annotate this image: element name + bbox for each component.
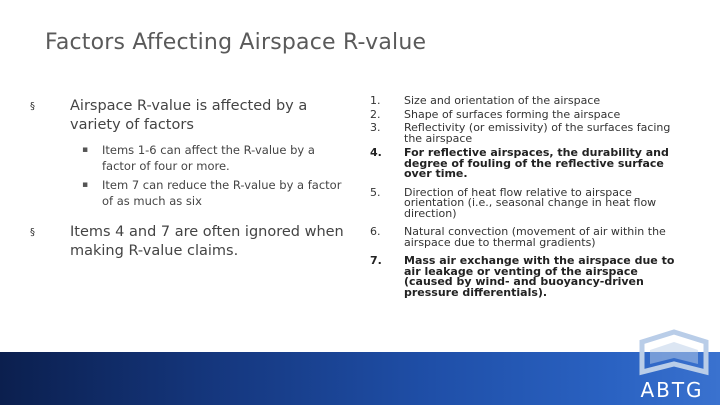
factor-text: Direction of heat flow relative to airspace orientation (i.e., seasonal change in heat flow direction) xyxy=(404,185,657,220)
sub-bullet-marker: ▪ xyxy=(82,145,89,155)
logo-text: ABTG xyxy=(640,378,704,402)
slide-title: Factors Affecting Airspace R-value xyxy=(45,30,427,55)
bullet-marker: § xyxy=(30,101,35,112)
factor-text: Reflectivity (or emissivity) of the surfaces facing the airspace xyxy=(404,121,671,145)
footer-bar xyxy=(0,352,720,405)
factor-item xyxy=(370,256,680,298)
factor-item xyxy=(370,123,680,144)
factor-text: Size and orientation of the airspace xyxy=(404,94,601,107)
sub-bullet-text: Items 1-6 can affect the R-value by a factor of four or more. xyxy=(102,143,315,173)
factor-number: 6. xyxy=(370,225,381,238)
factor-number: 3. xyxy=(370,121,381,134)
factor-number: 7. xyxy=(370,254,382,267)
factor-number: 5. xyxy=(370,185,381,199)
bullet-item xyxy=(30,223,350,261)
factor-item xyxy=(370,107,680,121)
left-bullet-list xyxy=(30,97,350,261)
sub-bullet-marker: ▪ xyxy=(82,180,89,190)
factor-number: 4. xyxy=(370,146,382,159)
sub-bullet-item xyxy=(30,178,350,209)
factor-item xyxy=(370,227,680,248)
bullet-item xyxy=(30,97,350,135)
bullet-text: Airspace R-value is affected by a variety of factors xyxy=(70,98,308,133)
factor-item xyxy=(370,148,680,180)
factor-text: Shape of surfaces forming the airspace xyxy=(404,107,621,121)
factor-text: Natural convection (movement of air within the airspace due to thermal gradients) xyxy=(404,225,666,249)
factor-text: For reflective airspaces, the durability and degree of fouling of the reflective surface over time. xyxy=(404,146,669,180)
factor-item xyxy=(370,185,680,220)
factor-item xyxy=(370,96,680,107)
factor-text: Mass air exchange with the airspace due to air leakage or venting of the airspace (caused by wind- and buoyancy-driven pressure differentials). xyxy=(404,254,675,299)
factor-number: 1. xyxy=(370,94,381,107)
bullet-marker: § xyxy=(30,227,35,238)
bullet-text: Items 4 and 7 are often ignored when making R-value claims. xyxy=(70,224,344,259)
factor-number: 2. xyxy=(370,107,381,121)
sub-bullet-text: Item 7 can reduce the R-value by a factor of as much as six xyxy=(102,178,342,208)
factors-numbered-list xyxy=(370,96,680,298)
sub-bullet-item xyxy=(30,143,350,174)
